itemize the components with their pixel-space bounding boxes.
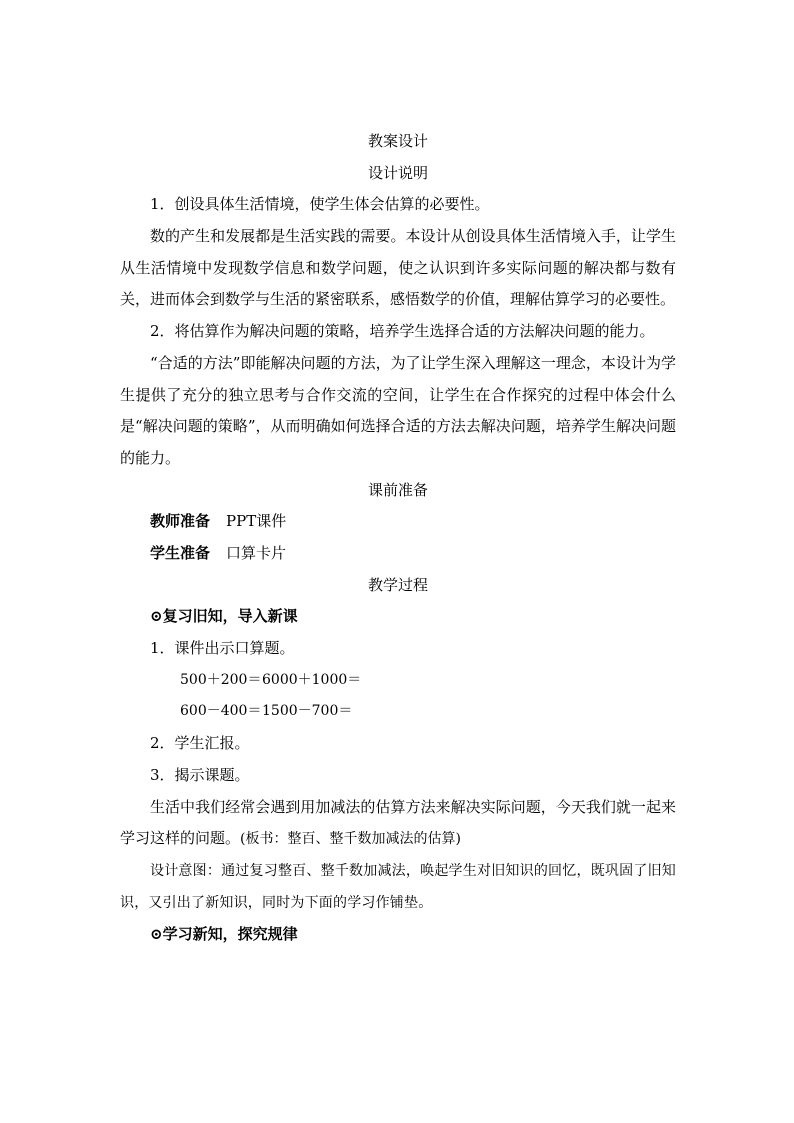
- student-prep-value: 口算卡片: [226, 544, 287, 563]
- calc-1b: 6000＋1000＝: [262, 671, 362, 688]
- doc-title: 教案设计: [367, 132, 428, 150]
- calc-2a: 600－400＝: [180, 703, 262, 720]
- step-1-item-3: 3．揭示课题。: [150, 765, 250, 784]
- calc-row-2: [120, 696, 676, 728]
- teacher-prep-row: [120, 506, 676, 538]
- step-1-title: ⊙复习旧知，导入新课: [150, 607, 298, 626]
- section-heading-process: 教学过程: [367, 575, 428, 594]
- student-prep-row: [120, 538, 676, 570]
- calc-2b: 1500－700＝: [262, 703, 353, 720]
- design-intent: 设计意图：通过复习整百、整千数加减法，唤起学生对旧知识的回忆，既巩固了旧知识，又引出了新知识，同时为下面的学习作铺垫。: [120, 862, 676, 911]
- design-paragraph-2: “合适的方法”即能解决问题的方法，为了让学生深入理解这一理念，本设计为学生提供了充分的独立思考与合作交流的空间，让学生在合作探究的过程中体会什么是“解决问题的策略”，从而明确如何选择合适的方法去解决问题，培养学生解决问题的能力。: [120, 353, 676, 467]
- intro-text: 生活中我们经常会遇到用加减法的估算方法来解决实际问题，今天我们就一起来学习这样的问题。: [120, 797, 676, 848]
- calc-row-1: [120, 665, 676, 697]
- teacher-prep-value: PPT课件: [226, 512, 287, 531]
- step-2-title: ⊙学习新知，探究规律: [150, 925, 298, 944]
- lesson-plan-page: [120, 126, 676, 951]
- student-prep-label: 学生准备: [150, 544, 211, 563]
- step-1-item-2: 2．学生汇报。: [150, 734, 250, 753]
- intro-paragraph: [120, 792, 676, 856]
- design-point-1: 1．创设具体生活情境，使学生体会估算的必要性。: [150, 195, 490, 214]
- blackboard-note: (板书：整百、整千数加减法的估算): [240, 831, 461, 848]
- section-heading-design: 设计说明: [367, 163, 428, 182]
- design-paragraph-1: 数的产生和发展都是生活实践的需要。本设计从创设具体生活情境入手，让学生从生活情境中发现数学信息和数学问题，使之认识到许多实际问题的解决都与数有关，进而体会到数学与生活的紧密联系，感悟数学的价值，理解估算学习的必要性。: [120, 227, 676, 309]
- step-1-item-1: 1．课件出示口算题。: [150, 639, 295, 658]
- teacher-prep-label: 教师准备: [150, 512, 211, 531]
- section-heading-prep: 课前准备: [367, 480, 428, 499]
- design-point-2: 2．将估算作为解决问题的策略，培养学生选择合适的方法解决问题的能力。: [150, 322, 655, 341]
- calc-1a: 500＋200＝: [180, 671, 262, 688]
